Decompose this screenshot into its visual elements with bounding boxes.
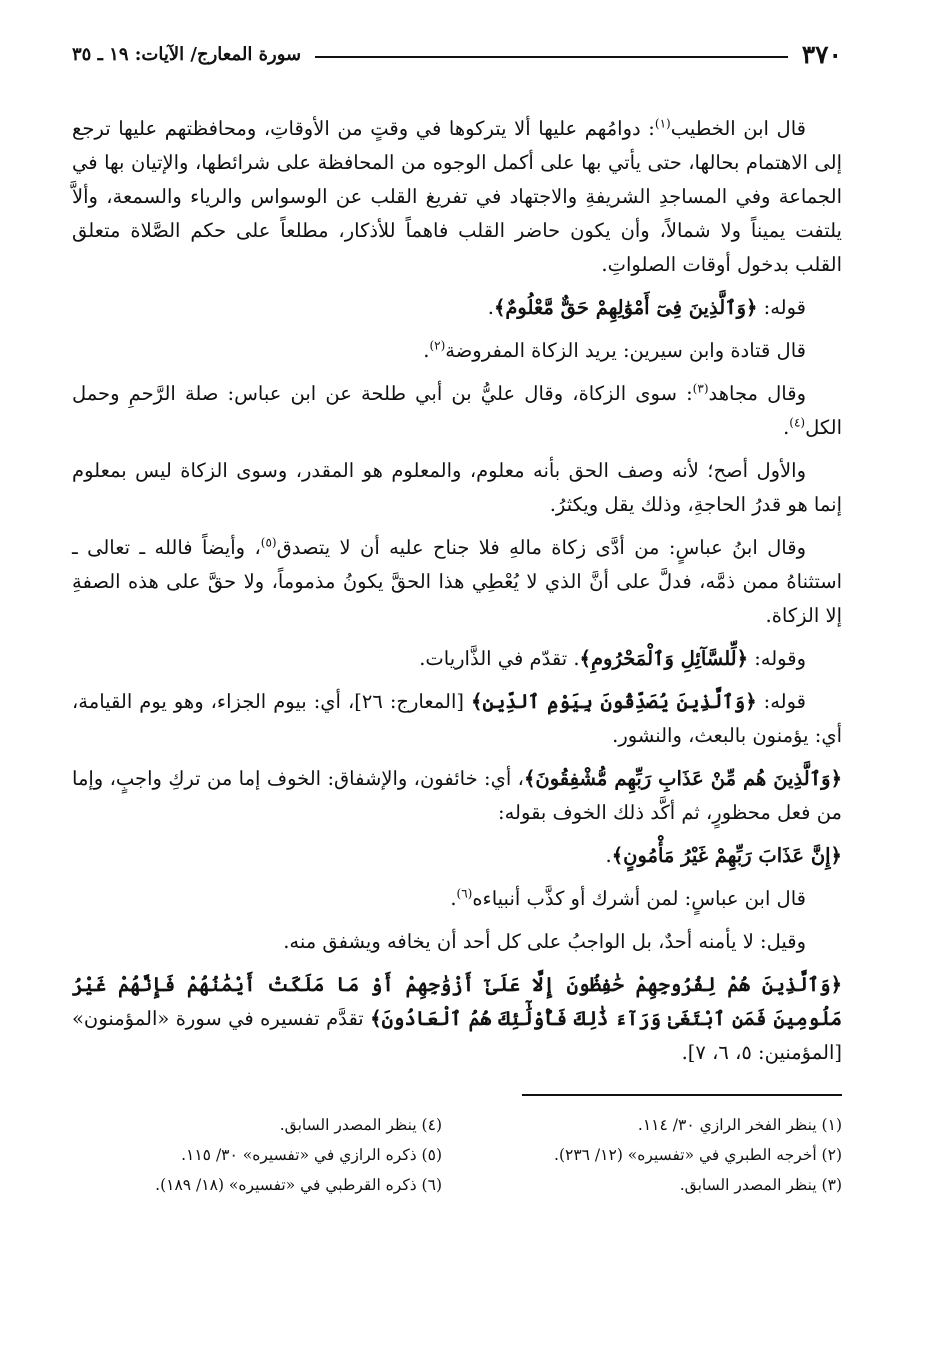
- footnote-marker: (٢): [429, 338, 446, 353]
- text-run: ، وأيضاً فالله ـ تعالى ـ استثناهُ ممن ذمَّه، فدلَّ على أنَّ الذي لا يُعْطِي هذا الحقَّ يكونُ مذموماً، ولا حقَّ على هذه الصفةِ إلا الزكاة.: [72, 536, 842, 627]
- text-run: قوله:: [756, 690, 806, 713]
- text-run: قال ابن الخطيب: [670, 117, 806, 140]
- text-run: قوله:: [757, 296, 806, 319]
- paragraph: [72, 685, 842, 753]
- text-run: [المعارج: ٢٦]، أي: بيوم الجزاء، وهو يوم القيامة، أي: يؤمنون بالبعث، والنشور.: [72, 690, 842, 747]
- footnote-marker: (٣): [692, 381, 709, 396]
- paragraph: [72, 968, 842, 1070]
- page-header: [72, 34, 842, 74]
- footnote-marker: (٥): [260, 535, 277, 550]
- header-rule: [315, 56, 788, 58]
- text-run: تقدَّم تفسيره في سورة «المؤمنون» [المؤمنين: ٥، ٦، ٧].: [72, 1007, 842, 1064]
- footnote: (٤) ينظر المصدر السابق.: [279, 1116, 442, 1134]
- paragraph: [72, 454, 842, 522]
- footnote-marker: (١): [654, 116, 671, 131]
- footnote: (١) ينظر الفخر الرازي ٣٠/ ١١٤.: [637, 1116, 842, 1134]
- text-run: والأول أصح؛ لأنه وصف الحق بأنه معلوم، والمعلوم هو المقدر، وسوى الزكاة ليس بمعلوم إنما هو قدرُ الحاجةِ، وذلك يقل ويكثرُ.: [72, 459, 842, 516]
- footnote: (٦) ذكره القرطبي في «تفسيره» (١٨/ ١٨٩).: [155, 1176, 442, 1194]
- footnote-marker: (٤): [789, 415, 806, 430]
- footnote: (٥) ذكره الرازي في «تفسيره» ٣٠/ ١١٥.: [181, 1146, 442, 1164]
- paragraph: [72, 112, 842, 282]
- text-run: ، أي: خائفون، والإشفاق: الخوف إما من تركِ واجبٍ، وإما من فعل محظورٍ، ثم أكَّد ذلك الخوف بقوله:: [72, 767, 842, 824]
- page-number: ٣٧٠: [801, 39, 842, 69]
- text-run: قال قتادة وابن سيرين: يريد الزكاة المفروضة: [445, 339, 806, 362]
- paragraph: [72, 642, 842, 676]
- paragraph: [72, 925, 842, 959]
- footnote: (٣) ينظر المصدر السابق.: [679, 1176, 842, 1194]
- quran-verse: ﴿وَٱلَّذِينَ يُصَدِّقُونَ بِيَوْمِ ٱلدِّينِ﴾: [471, 690, 757, 713]
- footnote-separator: [522, 1094, 842, 1096]
- paragraph: [72, 839, 842, 873]
- footnote-marker: (٦): [456, 886, 473, 901]
- running-title: سورة المعارج/ الآيات: ١٩ ـ ٣٥: [72, 43, 302, 65]
- text-run: .: [423, 339, 430, 362]
- footnote: (٢) أخرجه الطبري في «تفسيره» (١٢/ ٢٣٦).: [554, 1146, 842, 1164]
- quran-verse: ﴿وَٱلَّذِينَ هُم مِّنْ عَذَابِ رَبِّهِم مُّشْفِقُونَ﴾: [523, 767, 843, 790]
- paragraph: [72, 291, 842, 325]
- text-run: : دوامُهم عليها ألا يتركوها في وقتٍ من الأوقاتِ، ومحافظتهم عليها ترجع إلى الاهتمام بحالها، حتى يأتي بها على أكمل الوجوه من المحافظة على شرائطها، والإتيان بها في الجماعة وفي المساجدِ الشريفةِ والاجتهاد في تفريغ القلب عن الوسواس والرياء والسمعة، وألاَّ يلتفت يميناً ولا شمالاً، وأن يكون حاضر القلب فاهماً للأذكار، مطلعاً على حكم الصَّلاة متعلق القلب بدخول أوقات الصلواتِ.: [72, 117, 842, 276]
- text-run: وقوله:: [748, 647, 806, 670]
- paragraph: [72, 377, 842, 445]
- text-run: وقيل: لا يأمنه أحدٌ، بل الواجبُ على كل أحد أن يخافه ويشفق منه.: [283, 930, 806, 953]
- quran-verse: ﴿وَٱلَّذِينَ هُمْ لِفُرُوجِهِمْ حَٰفِظُونَ إِلَّا عَلَىٰٓ أَزْوَٰجِهِمْ أَوْ مَا مَلَكَتْ أَيْمَٰنُهُمْ فَإِنَّهُمْ غَيْرُ مَلُومِينَ فَمَنِ ٱبْتَغَىٰ وَرَآءَ ذَٰلِكَ فَأُوْلَٰٓئِكَ هُمُ ٱلْعَادُونَ﴾: [72, 973, 842, 1030]
- text-run: قال ابن عباسٍ: لمن أشرك أو كذَّب أنبياءه: [472, 887, 806, 910]
- quran-verse: ﴿إِنَّ عَذَابَ رَبِّهِمْ غَيْرُ مَأْمُونٍ﴾: [611, 844, 842, 867]
- quran-verse: ﴿لِّلسَّآئِلِ وَٱلْمَحْرُومِ﴾: [579, 647, 749, 670]
- paragraph: [72, 334, 842, 368]
- paragraph: [72, 531, 842, 633]
- paragraph: [72, 762, 842, 830]
- quran-verse: ﴿وَٱلَّذِينَ فِىٓ أَمْوَٰلِهِمْ حَقٌّ مَّعْلُومٌ﴾: [493, 296, 758, 319]
- text-run: .: [450, 887, 457, 910]
- book-page: [72, 34, 842, 1200]
- footnotes: [72, 1110, 842, 1200]
- body-text: [72, 112, 842, 1070]
- text-run: .: [487, 296, 494, 319]
- text-run: .: [605, 844, 612, 867]
- text-run: .: [783, 416, 790, 439]
- text-run: : سوى الزكاة، وقال عليُّ بن أبي طلحة عن ابن عباس: صلة الرَّحمِ وحمل الكل: [72, 382, 842, 439]
- paragraph: [72, 882, 842, 916]
- text-run: وقال مجاهد: [708, 382, 806, 405]
- text-run: وقال ابنُ عباسٍ: من أدَّى زكاة مالهِ فلا جناح عليه أن لا يتصدق: [276, 536, 806, 559]
- text-run: . تقدّم في الذَّاريات.: [419, 647, 580, 670]
